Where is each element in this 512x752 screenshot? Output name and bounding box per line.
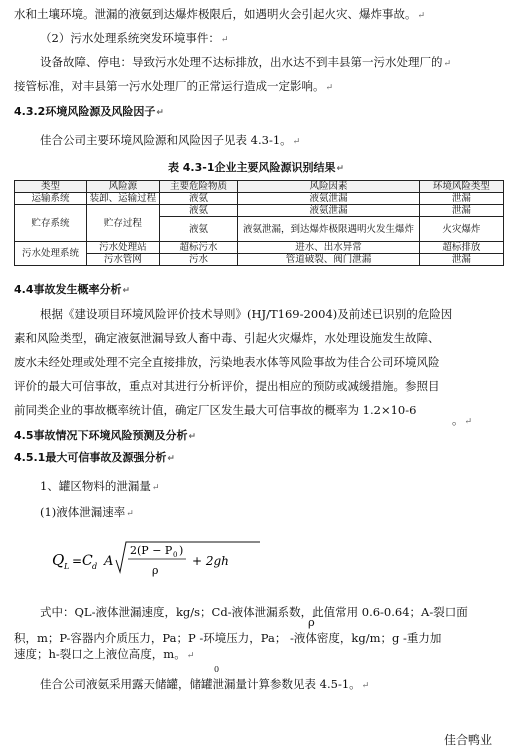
table-cell: 液氨泄漏，到达爆炸极限遇明火发生爆炸 [238,217,420,242]
table-row [15,193,504,205]
formula-numerator-sub: 0 [173,551,178,559]
subscript-zero: 0 [214,665,220,674]
table-cell: 液氨 [159,205,237,217]
table-cell: 贮存过程 [86,205,159,242]
risk-source-table [14,180,504,266]
table-cell: 液氨泄漏 [238,193,420,205]
section-heading: 4.4事故发生概率分析↵ [14,283,131,296]
table-caption: 表 4.3-1企业主要风险源识别结果↵ [167,161,345,174]
rho-symbol: ρ [308,615,315,629]
table-cell: 火灾爆炸 [419,217,503,242]
table-cell: 泄漏 [419,205,503,217]
formula-denominator: ρ [152,564,159,577]
column-header: 风险因素 [238,181,420,193]
table-cell: 污水处理系统 [15,242,87,266]
formula-coefficient: C [82,553,93,569]
formula-lhs-sub: L [64,562,70,571]
table-cell: 贮存系统 [15,205,87,242]
table-row [15,254,504,266]
text-line: （2）污水处理系统突发环境事件：↵ [40,31,229,45]
table-cell: 泄漏 [419,193,503,205]
text-line: 佳合公司主要环境风险源和风险因子见表 4.3-1。↵ [40,133,301,147]
text-line: 速度；h-裂口之上液位高度，m。↵ [14,647,195,661]
table-cell: 污水处理站 [86,242,159,254]
table-cell: 泄漏 [419,254,503,266]
formula-equals: = [72,554,83,568]
table-row [15,205,504,217]
section-heading: 4.3.2环境风险源及风险因子↵ [14,105,164,118]
text-line: 水和土壤环境。泄漏的液氨到达爆炸极限后，如遇明火会引起火灾、爆炸事故。↵ [14,7,426,21]
section-heading: 4.5.1最大可信事故及源强分析↵ [14,451,175,464]
formula-lhs: Q [52,551,65,569]
text-line: 1、罐区物料的泄漏量↵ [40,479,160,493]
table-cell: 进水、出水异常 [238,242,420,254]
column-header: 类型 [15,181,87,193]
formula-coefficient-sub: d [92,562,98,571]
table-cell: 液氨 [159,193,237,205]
formula-gravity-term: + 2gh [192,554,229,568]
table-row [15,242,504,254]
table-cell: 污水管网 [86,254,159,266]
text-line: 佳合公司液氨采用露天储罐，储罐泄漏量计算参数见表 4.5-1。↵ [40,677,370,691]
text-line: 废水未经处理或处理不完全直接排放，污染地表水体等风险事故为佳合公司环境风险 [14,355,440,369]
text-line: 设备故障、停电：导致污水处理不达标排放，出水达不到丰县第一污水处理厂的↵ [40,55,452,69]
text-line: 素和风险类型，确定液氨泄漏导致人畜中毒、引起火灾爆炸，水处理设施发生故障、 [14,331,440,345]
leakage-rate-formula [52,538,262,580]
table-cell: 液氨泄漏 [238,205,420,217]
column-header: 环境风险类型 [419,181,503,193]
column-header: 主要危险物质 [159,181,237,193]
table-cell: 液氨 [159,217,237,242]
text-line: 接管标准，对丰县第一污水处理厂的正常运行造成一定影响。↵ [14,79,334,93]
text-line: 积，m；P-容器内介质压力，Pa；P -环境压力，Pa； -液体密度，kg/m；g -重力加 [14,631,442,645]
text-line: 。↵ [452,413,473,427]
text-line: 式中：QL-液体泄漏速度，kg/s；Cd-液体泄漏系数，此值常用 0.6-0.64；A-裂口面 [40,605,468,619]
formula-area: A [104,554,114,569]
formula-numerator: 2(P − P [130,544,173,557]
table-header-row [15,181,504,193]
page-footer: 佳合鸭业 [443,733,492,747]
table-cell: 超标污水 [159,242,237,254]
formula-numerator-end: ) [179,544,184,557]
table-cell: 管道破裂、阀门泄漏 [238,254,420,266]
text-line: 评价的最大可信事故，重点对其进行分析评价，提出相应的预防或减缓措施。参照目 [14,379,440,393]
table-cell: 超标排放 [419,242,503,254]
text-line: (1)液体泄漏速率↵ [40,505,134,519]
column-header: 风险源 [86,181,159,193]
table-cell: 运输系统 [15,193,87,205]
text-line: 前同类企业的事故概率统计值，确定厂区发生最大可信事故的概率为 1.2×10-6 [14,403,417,417]
section-heading: 4.5事故情况下环境风险预测及分析↵ [14,429,197,442]
table-cell: 装卸、运输过程 [86,193,159,205]
text-line: 根据《建设项目环境风险评价技术导则》(HJ/T169-2004)及前述已识别的危险因 [40,307,453,321]
table-cell: 污水 [159,254,237,266]
